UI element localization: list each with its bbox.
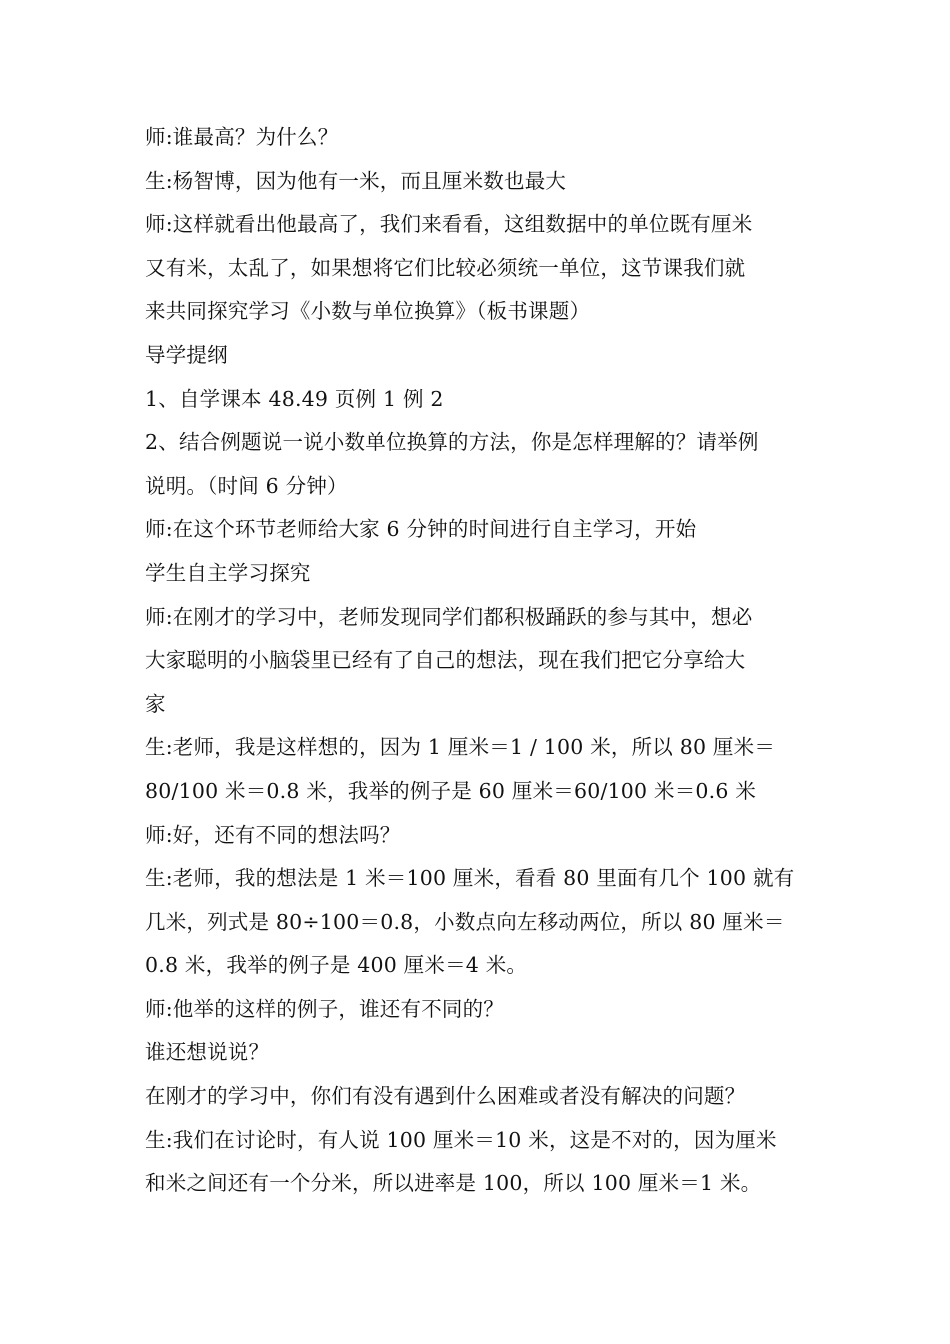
text-line: 学生自主学习探究	[145, 560, 311, 585]
list-item: 2、结合例题说一说小数单位换算的方法，你是怎样理解的？请举例	[145, 430, 759, 455]
text-line: 师:在这个环节老师给大家 6 分钟的时间进行自主学习，开始	[145, 517, 697, 542]
text-line: 生:老师，我的想法是 1 米＝100 厘米，看看 80 里面有几个 100 就有	[145, 866, 795, 891]
text-line: 大家聪明的小脑袋里已经有了自己的想法，现在我们把它分享给大	[145, 648, 746, 673]
text-line: 师:谁最高？为什么？	[145, 125, 339, 149]
text-line: 家	[145, 691, 166, 716]
text-line: 生:我们在讨论时，有人说 100 厘米＝10 米，这是不对的，因为厘米	[145, 1127, 777, 1152]
text-line: 师:好，还有不同的想法吗？	[145, 822, 401, 847]
text-line: 生:老师，我是这样想的，因为 1 厘米＝1 / 100 米，所以 80 厘米＝	[145, 735, 776, 760]
document-body	[145, 116, 815, 1206]
text-line: 生:杨智博，因为他有一米，而且厘米数也最大	[145, 168, 567, 193]
text-line: 师:在刚才的学习中，老师发现同学们都积极踊跃的参与其中，想必	[145, 604, 753, 629]
text-line: 来共同探究学习《小数与单位换算》（板书课题）	[145, 299, 591, 324]
text-line: 又有米，太乱了，如果想将它们比较必须统一单位，这节课我们就	[145, 255, 746, 280]
text-line: 说明。（时间 6 分钟）	[145, 473, 348, 498]
section-heading: 导学提纲	[145, 342, 228, 367]
text-line: 师:这样就看出他最高了，我们来看看，这组数据中的单位既有厘米	[145, 212, 753, 237]
text-line: 在刚才的学习中，你们有没有遇到什么困难或者没有解决的问题？	[145, 1084, 746, 1109]
text-line: 谁还想说说？	[145, 1040, 270, 1065]
text-line: 和米之间还有一个分米，所以进率是 100，所以 100 厘米＝1 米。	[145, 1171, 762, 1196]
text-line: 师:他举的这样的例子，谁还有不同的？	[145, 996, 505, 1021]
text-line: 80/100 米＝0.8 米，我举的例子是 60 厘米＝60/100 米＝0.6 米	[145, 778, 757, 803]
text-line: 0.8 米，我举的例子是 400 厘米＝4 米。	[145, 953, 528, 978]
text-line: 几米，列式是 80÷100＝0.8，小数点向左移动两位，所以 80 厘米＝	[145, 909, 785, 934]
list-item: 1、自学课本 48.49 页例 1 例 2	[145, 386, 444, 411]
